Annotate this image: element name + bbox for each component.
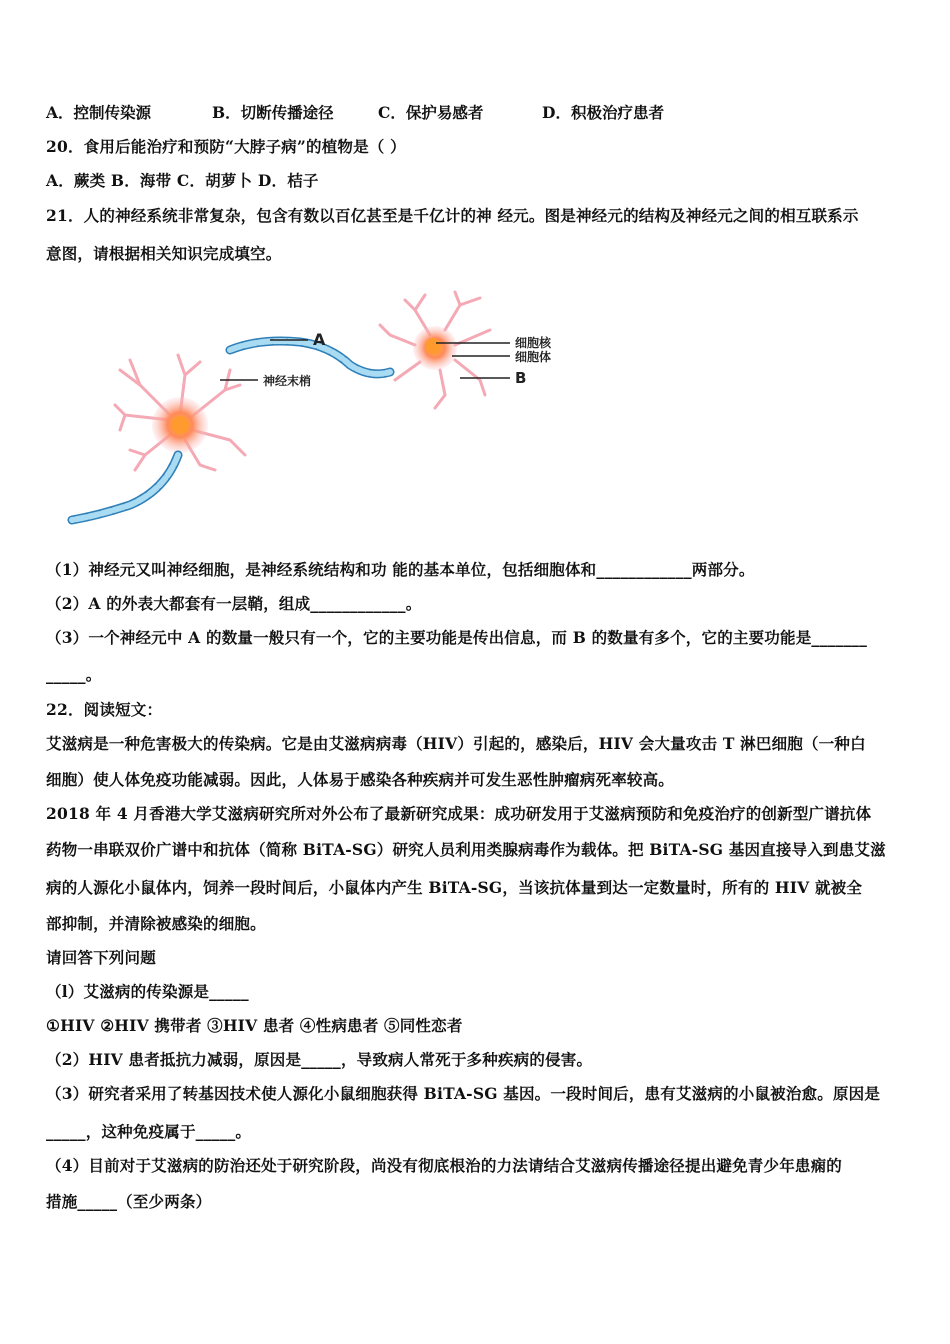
q22-paragraph-1-line-2: 细胞）使人体免疫功能减弱。因此，人体易于感染各种疾病并可发生恶性肿瘤病死率较高。	[46, 770, 675, 789]
lower-neuron-nucleus	[171, 416, 189, 434]
q21-sub-3-line-2: _____。	[46, 665, 102, 684]
q22-paragraph-2-line-4: 部抑制，并清除被感染的细胞。	[46, 914, 266, 933]
q22-paragraph-2-line-1: 2018 年 4 月香港大学艾滋病研究所对外公布了最新研究成果：成功研发用于艾滋病预防和免疫治疗的创新型广谱抗体	[46, 804, 872, 823]
neuron-diagram-svg	[60, 290, 580, 535]
q21-intro-line-2: 意图，请根据相关知识完成填空。	[46, 244, 282, 263]
q22-sub-1: （l）艾滋病的传染源是_____	[46, 982, 249, 1001]
q21-sub-2: （2）A 的外表大都套有一层鞘，组成____________。	[46, 594, 422, 613]
q22-sub-4-line-1: （4）目前对于艾滋病的防治还处于研究阶段，尚没有彻底根治的力法请结合艾滋病传播途径提出避免青少年患痫的	[46, 1156, 842, 1175]
q19-option-b: B．切断传播途径	[212, 103, 334, 122]
label-a: A	[313, 330, 326, 349]
q22-sub-3-line-2: _____，这种免疫属于_____。	[46, 1122, 252, 1141]
q22-sub-3-line-1: （3）研究者采用了转基因技术使人源化小鼠细胞获得 BiTA-SG 基因。一段时间后，患有艾滋病的小鼠被治愈。原因是	[46, 1084, 881, 1103]
q22-heading: 22．阅读短文：	[46, 700, 163, 719]
q19-option-d: D．积极治疗患者	[542, 103, 664, 122]
q22-sub-4-line-2: 措施_____（至少两条）	[46, 1192, 212, 1211]
q21-intro-line-1: 21．人的神经系统非常复杂，包含有数以百亿甚至是千亿计的神 经元。图是神经元的结构及神经元之间的相互联系示	[46, 206, 859, 225]
q22-paragraph-1-line-1: 艾滋病是一种危害极大的传染病。它是由艾滋病病毒（HIV）引起的，感染后，HIV 会大量攻击 T 淋巴细胞（一种白	[46, 734, 866, 753]
upper-neuron-nucleus	[425, 338, 441, 354]
q19-option-a: A．控制传染源	[46, 103, 152, 122]
neuron-diagram	[60, 290, 580, 535]
label-nerve-ending: 神经末梢	[263, 374, 312, 388]
label-b: B	[515, 369, 527, 387]
label-nucleus: 细胞核	[515, 336, 552, 350]
q20-question: 20．食用后能治疗和预防“大脖子病”的植物是（ ）	[46, 137, 406, 156]
q22-paragraph-2-line-2: 药物一串联双价广谱中和抗体（简称 BiTA-SG）研究人员利用类腺病毒作为载体。把 BiTA-SG 基因直接导入到患艾滋	[46, 840, 886, 859]
label-cell-body: 细胞体	[515, 350, 552, 364]
q19-option-c: C．保护易感者	[378, 103, 484, 122]
q20-options: A．蕨类 B．海带 C．胡萝卜 D．桔子	[46, 171, 319, 190]
q22-sub-2: （2）HIV 患者抵抗力减弱，原因是_____，导致病人常死于多种疾病的侵害。	[46, 1050, 593, 1069]
q22-prompt: 请回答下列问题	[46, 948, 156, 967]
q21-sub-3-line-1: （3）一个神经元中 A 的数量一般只有一个，它的主要功能是传出信息，而 B 的数量有多个，它的主要功能是_______	[46, 628, 868, 647]
q22-paragraph-2-line-3: 病的人源化小鼠体内，饲养一段时间后，小鼠体内产生 BiTA-SG，当该抗体量到达一定数量时，所有的 HIV 就被全	[46, 878, 863, 897]
q22-sub-1-options: ①HIV ②HIV 携带者 ③HIV 患者 ④性病患者 ⑤同性恋者	[46, 1016, 463, 1035]
q21-sub-1: （1）神经元又叫神经细胞，是神经系统结构和功 能的基本单位，包括细胞体和____________两部分。	[46, 560, 755, 579]
lower-neuron-axon-outline	[72, 455, 178, 520]
